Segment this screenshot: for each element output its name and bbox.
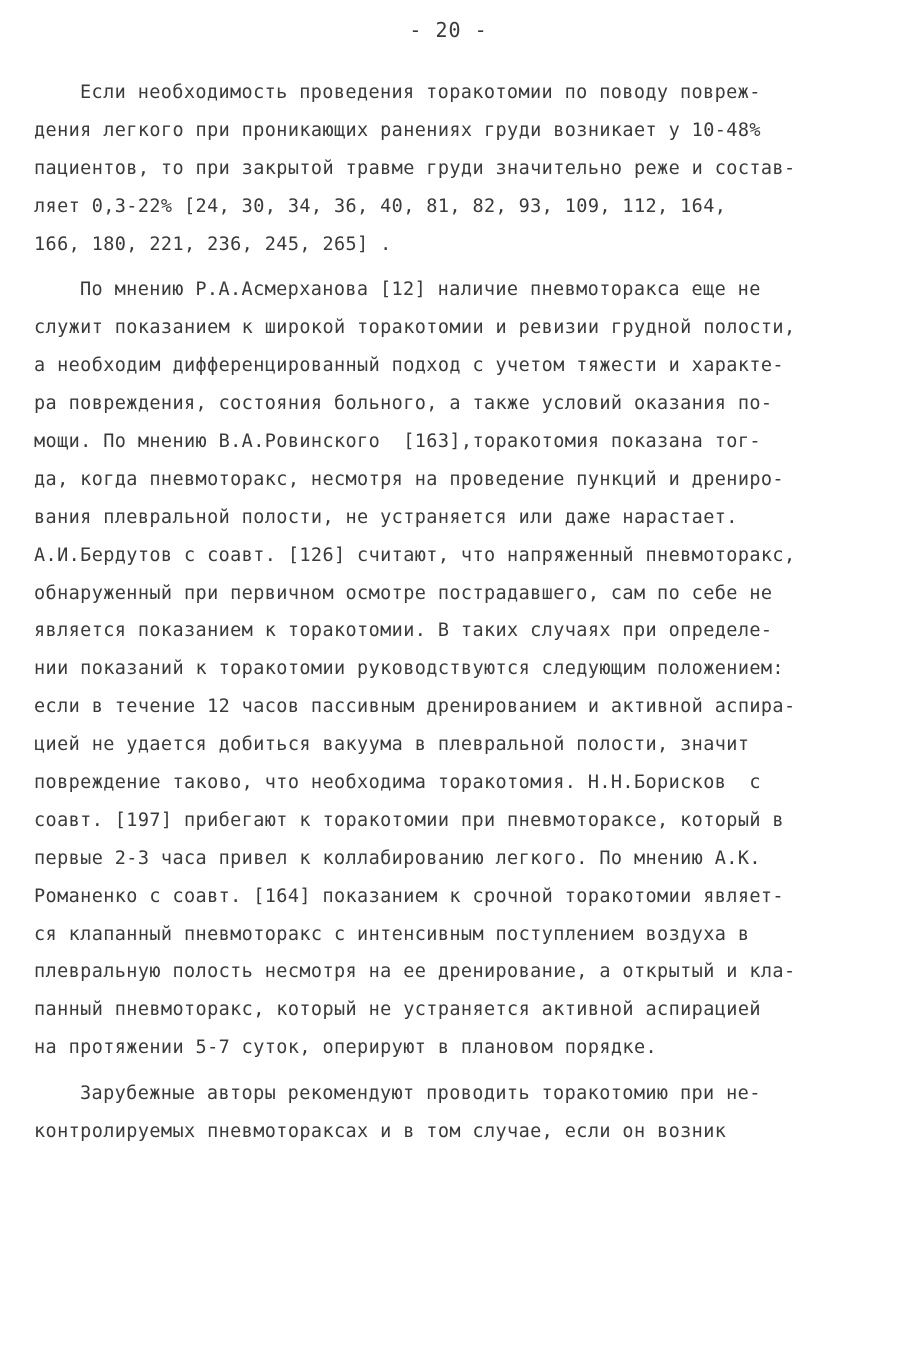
text-line: Если необходимость проведения торакотомии по поводу повреж- (80, 82, 761, 103)
text-line: а необходим дифференцированный подход с учетом тяжести и характе- (34, 355, 784, 377)
text-line: ляет 0,3-22% [24, 30, 34, 36, 40, 81, 82, 93, 109, 112, 164, (34, 195, 727, 217)
text-line: служит показанием к широкой торакотомии и ревизии грудной полости, (34, 317, 796, 339)
text-line: контролируемых пневмотораксах и в том случае, если он возник (34, 1121, 727, 1143)
text-line: является показанием к торакотомии. В таких случаях при определе- (34, 620, 773, 642)
text-line: дения легкого при проникающих ранениях груди возникает у 10-48% (34, 119, 761, 141)
text-line: на протяжении 5-7 суток, оперируют в плановом порядке. (34, 1037, 658, 1059)
text-line: Зарубежные авторы рекомендуют проводить торакотомию при не- (80, 1083, 761, 1105)
text-line: ра повреждения, состояния больного, а также условий оказания по- (34, 393, 773, 415)
text-line: цией не удается добиться вакуума в плевральной полости, значит (34, 734, 750, 756)
text-line: По мнению Р.А.Асмерханова [12] наличие пневмоторакса еще не (80, 279, 761, 301)
text-line: первые 2-3 часа привел к коллабированию легкого. По мнению А.К. (34, 847, 761, 869)
text-line: Романенко с соавт. [164] показанием к срочной торакотомии являет- (34, 885, 784, 907)
text-line: соавт. [197] прибегают к торакотомии при пневмотораксе, который в (34, 809, 784, 831)
text-line: А.И.Бердутов с соавт. [126] считают, что напряженный пневмоторакс, (34, 544, 796, 566)
text-line: нии показаний к торакотомии руководствуются следующим положением: (34, 658, 784, 680)
text-line: вания плевральной полости, не устраняется или даже нарастает. (34, 506, 738, 528)
text-line: если в течение 12 часов пассивным дренированием и активной аспира- (34, 696, 796, 718)
text-line: мощи. По мнению В.А.Ровинского [163],торакотомия показана тог- (34, 431, 761, 453)
text-line: ся клапанный пневмоторакс с интенсивным поступлением воздуха в (34, 923, 750, 945)
text-line: пациентов, то при закрытой травме груди значительно реже и состав- (34, 157, 796, 179)
text-line: панный пневмоторакс, который не устраняется активной аспирацией (34, 999, 761, 1021)
text-line: плевральную полость несмотря на ее дренирование, а открытый и кла- (34, 961, 796, 983)
text-line: да, когда пневмоторакс, несмотря на проведение пункций и дрениро- (34, 468, 784, 490)
page-number: - 20 - (409, 18, 488, 42)
body-text (34, 74, 864, 1151)
text-line: обнаруженный при первичном осмотре пострадавшего, сам по себе не (34, 582, 773, 604)
text-line: повреждение таково, что необходима торакотомия. Н.Н.Борисков с (34, 772, 761, 794)
text-line: 166, 180, 221, 236, 245, 265] . (34, 233, 392, 255)
